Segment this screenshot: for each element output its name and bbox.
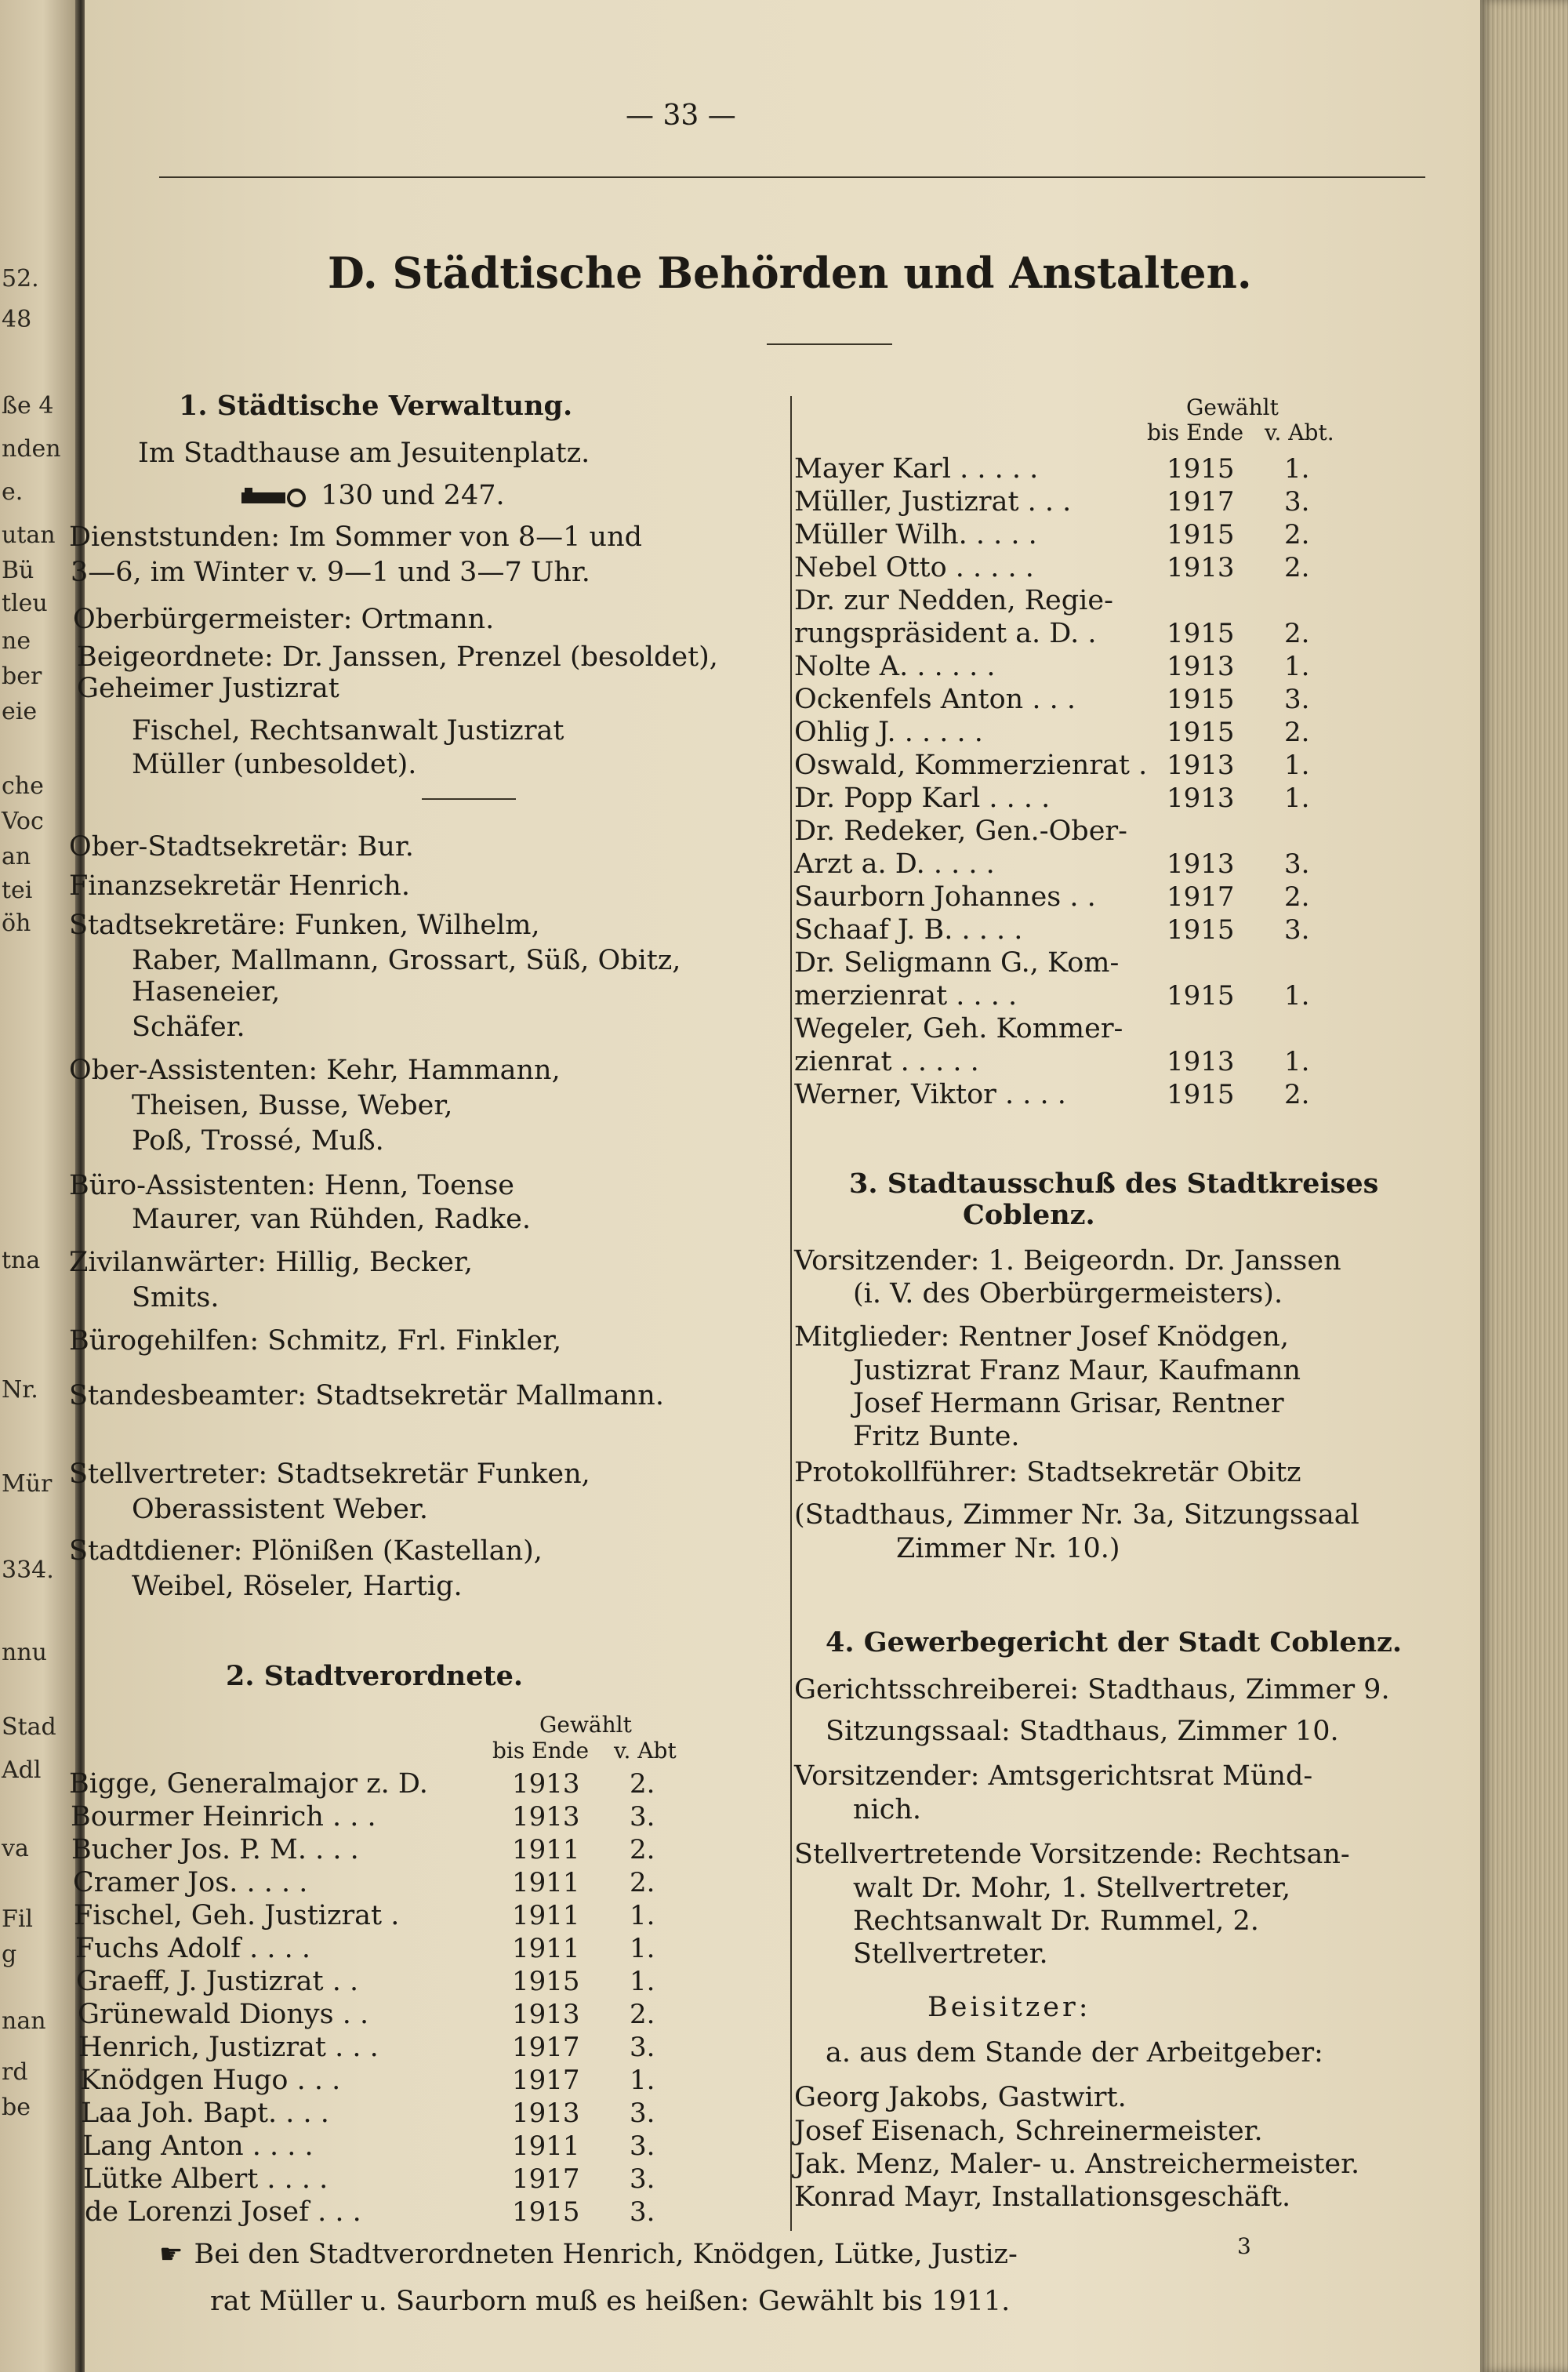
section-title: 4. Gewerbegericht der Stadt Coblenz. [826, 1626, 1403, 1658]
department-number: 1. [1284, 750, 1310, 781]
elected-until-year: 1917 [512, 2163, 580, 2195]
council-member-name: Nolte A. . . . . . [794, 651, 996, 682]
margin-fragment: eie [2, 698, 38, 725]
text-line: Schäfer. [132, 1012, 245, 1043]
text-line: Konrad Mayr, Installationsgeschäft. [794, 2181, 1291, 2213]
text-line: Fritz Bunte. [853, 1421, 1020, 1452]
department-number: 2. [1284, 552, 1310, 583]
elected-until-year: 1911 [512, 1834, 580, 1865]
elected-until-year: 1917 [1167, 881, 1235, 913]
margin-fragment: va [2, 1835, 29, 1862]
text-line: Justizrat Franz Maur, Kaufmann [853, 1355, 1301, 1386]
margin-fragment: Voc [2, 808, 44, 835]
council-member-name: Fischel, Geh. Justizrat . [74, 1900, 400, 1931]
footnote-line [210, 2286, 1010, 2317]
council-member-name: Ohlig J. . . . . . [794, 717, 983, 748]
department-number: 2. [1284, 618, 1310, 649]
elected-until-year: 1917 [512, 2065, 580, 2096]
department-number: 1. [630, 1900, 655, 1931]
text-line: Ober-Stadtsekretär: Bur. [69, 831, 414, 863]
margin-fragment: ber [2, 663, 42, 690]
elected-until-year: 1913 [1167, 1046, 1235, 1077]
text-line: Stellvertretende Vorsitzende: Rechtsan- [794, 1839, 1350, 1870]
text-line: Maurer, van Rühden, Radke. [132, 1204, 531, 1235]
department-number: 1. [1284, 980, 1310, 1012]
council-member-name: Bucher Jos. P. M. . . . [71, 1834, 359, 1865]
council-member-name: Mayer Karl . . . . . [794, 453, 1039, 485]
elected-until-year: 1915 [1167, 519, 1235, 550]
department-number: 2. [630, 1834, 655, 1865]
council-member-name: Wegeler, Geh. Kommer- [794, 1013, 1123, 1044]
text-line: Stellvertreter: Stadtsekretär Funken, [69, 1458, 590, 1490]
council-member-name: Dr. Popp Karl . . . . [794, 783, 1051, 814]
department-number: 3. [1284, 486, 1310, 518]
margin-fragment: 48 [2, 306, 32, 333]
council-member-name: rungspräsident a. D. . [794, 618, 1097, 649]
council-member-name: Lütke Albert . . . . [83, 2163, 328, 2195]
margin-fragment: nden [2, 435, 61, 463]
council-member-name: merzienrat . . . . [794, 980, 1018, 1012]
elected-until-year: 1915 [512, 2196, 580, 2228]
margin-fragment: öh [2, 910, 31, 937]
text-line: Im Stadthause am Jesuitenplatz. [138, 438, 590, 469]
margin-fragment: g [2, 1941, 17, 1968]
margin-fragment: e. [2, 478, 24, 506]
text-line: Raber, Mallmann, Grossart, Süß, Obitz, Haseneier, [132, 945, 681, 1008]
council-member-name: Müller Wilh. . . . . [794, 519, 1037, 550]
elected-until-year: 1913 [1167, 750, 1235, 781]
council-member-name: zienrat . . . . . [794, 1046, 979, 1077]
council-member-name: Ockenfels Anton . . . [794, 684, 1076, 715]
council-member-name: Lang Anton . . . . [82, 2130, 314, 2162]
page-title: D. Städtische Behörden und Anstalten. [328, 248, 1252, 298]
column-head: bis Ende [492, 1738, 590, 1764]
elected-until-year: 1917 [512, 2032, 580, 2063]
margin-fragment: Nr. [2, 1376, 38, 1404]
text-line: Ober-Assistenten: Kehr, Hammann, [69, 1055, 561, 1086]
council-member-name: Graeff, J. Justizrat . . [76, 1966, 359, 1997]
text-line [241, 480, 505, 511]
department-number: 3. [630, 2130, 655, 2162]
text-line: 3—6, im Winter v. 9—1 und 3—7 Uhr. [71, 557, 590, 588]
section-title: 3. Stadtausschuß des Stadtkreises [849, 1168, 1379, 1200]
section-title: Coblenz. [963, 1199, 1095, 1231]
council-member-name: Dr. Redeker, Gen.-Ober- [794, 815, 1127, 847]
footnote-text: rat Müller u. Saurborn muß es heißen: Gewählt bis 1911. [210, 2286, 1011, 2317]
department-number: 1. [1284, 651, 1310, 682]
council-member-name: Laa Joh. Bapt. . . . [81, 2098, 329, 2129]
council-member-name: Dr. Seligmann G., Kom- [794, 947, 1120, 979]
elected-until-year: 1911 [512, 2130, 580, 2162]
margin-fragment: an [2, 843, 31, 870]
elected-until-year: 1913 [1167, 651, 1235, 682]
text-line: Finanzsekretär Henrich. [69, 870, 410, 902]
text-line: Josef Eisenach, Schreinermeister. [794, 2116, 1263, 2147]
margin-fragment: tna [2, 1247, 41, 1274]
elected-until-year: 1911 [512, 1900, 580, 1931]
column-head: v. Abt [614, 1738, 677, 1764]
elected-until-year: 1917 [1167, 486, 1235, 518]
council-member-name: Schaaf J. B. . . . . [794, 914, 1023, 946]
telephone-icon [241, 483, 312, 511]
text-line: walt Dr. Mohr, 1. Stellvertreter, [853, 1873, 1291, 1904]
department-number: 2. [1284, 717, 1310, 748]
council-member-name: Nebel Otto . . . . . [794, 552, 1034, 583]
text-line: Beigeordnete: Dr. Janssen, Prenzel (besoldet), Geheimer Justizrat [77, 641, 718, 704]
elected-until-year: 1915 [1167, 684, 1235, 715]
section-title: 1. Städtische Verwaltung. [179, 390, 573, 422]
text-line: Oberbürgermeister: Ortmann. [73, 604, 495, 635]
margin-fragment: Bü [2, 557, 34, 584]
right-page [69, 0, 1480, 2372]
column-divider [790, 396, 792, 2231]
elected-until-year: 1915 [1167, 980, 1235, 1012]
text-line: Vorsitzender: 1. Beigeordn. Dr. Janssen [794, 1245, 1341, 1277]
elected-until-year: 1913 [1167, 783, 1235, 814]
elected-until-year: 1915 [512, 1966, 580, 1997]
text-line: Poß, Trossé, Muß. [132, 1125, 384, 1157]
elected-until-year: 1911 [512, 1867, 580, 1898]
text-line: Gerichtsschreiberei: Stadthaus, Zimmer 9. [794, 1674, 1390, 1705]
header-rule [159, 176, 1425, 178]
text-line: Josef Hermann Grisar, Rentner [853, 1388, 1284, 1419]
left-page-fragment [0, 0, 78, 2372]
margin-fragment: nnu [2, 1639, 47, 1666]
council-member-name: Oswald, Kommerzienrat . [794, 750, 1148, 781]
column-head: bis Ende [1147, 420, 1244, 445]
council-member-name: Werner, Viktor . . . . [794, 1079, 1066, 1110]
section-rule [422, 798, 516, 800]
council-member-name: de Lorenzi Josef . . . [85, 2196, 361, 2228]
council-member-name: Bourmer Heinrich . . . [71, 1801, 376, 1833]
elected-until-year: 1913 [1167, 848, 1235, 880]
text-line: Sitzungssaal: Stadthaus, Zimmer 10. [826, 1716, 1339, 1747]
margin-fragment: tleu [2, 590, 48, 617]
elected-until-year: 1913 [512, 1999, 580, 2030]
page-number: — 33 — [626, 100, 736, 132]
margin-fragment: ße 4 [2, 392, 54, 420]
text-line: Büro-Assistenten: Henn, Toense [69, 1170, 514, 1201]
elected-until-year: 1915 [1167, 717, 1235, 748]
department-number: 3. [630, 2032, 655, 2063]
elected-until-year: 1911 [512, 1933, 580, 1964]
text-line: Zivilanwärter: Hillig, Becker, [69, 1247, 473, 1278]
department-number: 3. [630, 2196, 655, 2228]
text-line: Smits. [132, 1282, 220, 1313]
signature-mark: 3 [1237, 2233, 1251, 2259]
text-line: Jak. Menz, Maler- u. Anstreichermeister. [794, 2149, 1360, 2180]
department-number: 1. [630, 1933, 655, 1964]
text-line: nich. [853, 1794, 922, 1825]
margin-fragment: Adl [2, 1756, 42, 1784]
margin-fragment: rd [2, 2058, 28, 2086]
text-line: Stadtdiener: Plönißen (Kastellan), [69, 1535, 543, 1567]
elected-until-year: 1915 [1167, 618, 1235, 649]
elected-until-year: 1913 [512, 1768, 580, 1800]
department-number: 3. [630, 2163, 655, 2195]
margin-fragment: 52. [2, 265, 39, 292]
margin-fragment: Stad [2, 1713, 56, 1741]
department-number: 3. [630, 2098, 655, 2129]
council-member-name: Cramer Jos. . . . . [73, 1867, 308, 1898]
text-line: Standesbeamter: Stadtsekretär Mallmann. [69, 1380, 664, 1411]
elected-until-year: 1913 [512, 2098, 580, 2129]
department-number: 1. [1284, 783, 1310, 814]
council-member-name: Bigge, Generalmajor z. D. [69, 1768, 428, 1800]
column-head: v. Abt. [1265, 420, 1334, 445]
margin-fragment: ne [2, 627, 31, 655]
text-line: Beisitzer: [927, 1992, 1091, 2023]
text-line: Zimmer Nr. 10.) [896, 1533, 1120, 1564]
margin-fragment: be [2, 2094, 31, 2121]
text-line: Müller (unbesoldet). [132, 749, 417, 780]
council-member-name: Saurborn Johannes . . [794, 881, 1096, 913]
text-line: Stadtsekretäre: Funken, Wilhelm, [69, 910, 540, 941]
department-number: 3. [1284, 684, 1310, 715]
margin-fragment: 334. [2, 1557, 54, 1584]
margin-fragment: nan [2, 2007, 46, 2035]
elected-until-year: 1913 [512, 1801, 580, 1833]
pointing-hand-icon: ☛ [159, 2239, 183, 2270]
text-line: (Stadthaus, Zimmer Nr. 3a, Sitzungssaal [794, 1499, 1359, 1531]
department-number: 2. [1284, 881, 1310, 913]
elected-until-year: 1915 [1167, 1079, 1235, 1110]
text-line: Theisen, Busse, Weber, [132, 1090, 453, 1121]
department-number: 1. [1284, 453, 1310, 485]
footnote-line [159, 2239, 1018, 2270]
column-head: Gewählt [1186, 394, 1279, 420]
text-line: Weibel, Röseler, Hartig. [132, 1571, 463, 1602]
council-member-name: Arzt a. D. . . . . [794, 848, 995, 880]
council-member-name: Müller, Justizrat . . . [794, 486, 1072, 518]
department-number: 3. [1284, 914, 1310, 946]
book-page-edge [1480, 0, 1568, 2372]
margin-fragment: utan [2, 521, 56, 549]
department-number: 2. [1284, 519, 1310, 550]
title-rule [767, 343, 892, 345]
text-line: Stellvertreter. [853, 1938, 1048, 1970]
text-line: Dienststunden: Im Sommer von 8—1 und [69, 521, 643, 553]
department-number: 2. [630, 1867, 655, 1898]
department-number: 2. [630, 1768, 655, 1800]
council-member-name: Knödgen Hugo . . . [80, 2065, 341, 2096]
text-line: Protokollführer: Stadtsekretär Obitz [794, 1457, 1301, 1488]
council-member-name: Dr. zur Nedden, Regie- [794, 585, 1113, 616]
text-line: a. aus dem Stande der Arbeitgeber: [826, 2037, 1323, 2069]
council-member-name: Fuchs Adolf . . . . [75, 1933, 310, 1964]
margin-fragment: tei [2, 877, 33, 904]
text-line: Vorsitzender: Amtsgerichtsrat Münd- [794, 1760, 1313, 1792]
department-number: 2. [1284, 1079, 1310, 1110]
elected-until-year: 1915 [1167, 914, 1235, 946]
text-line: Oberassistent Weber. [132, 1494, 428, 1525]
margin-fragment: Fil [2, 1905, 34, 1933]
margin-fragment: che [2, 772, 44, 800]
text-line: Bürogehilfen: Schmitz, Frl. Finkler, [69, 1325, 562, 1357]
department-number: 1. [630, 2065, 655, 2096]
elected-until-year: 1915 [1167, 453, 1235, 485]
elected-until-year: 1913 [1167, 552, 1235, 583]
telephone-numbers: 130 und 247. [321, 480, 505, 511]
text-line: Fischel, Rechtsanwalt Justizrat [132, 715, 564, 746]
text-line: Mitglieder: Rentner Josef Knödgen, [794, 1321, 1289, 1353]
text-line: Rechtsanwalt Dr. Rummel, 2. [853, 1905, 1259, 1937]
text-line: Georg Jakobs, Gastwirt. [794, 2082, 1127, 2113]
margin-fragment: Mür [2, 1470, 53, 1498]
department-number: 1. [630, 1966, 655, 1997]
department-number: 3. [630, 1801, 655, 1833]
column-head: Gewählt [539, 1712, 632, 1738]
section-title: 2. Stadtverordnete. [226, 1660, 524, 1692]
department-number: 3. [1284, 848, 1310, 880]
footnote-text: Bei den Stadtverordneten Henrich, Knödgen, Lütke, Justiz- [194, 2239, 1018, 2270]
department-number: 2. [630, 1999, 655, 2030]
council-member-name: Grünewald Dionys . . [78, 1999, 369, 2030]
text-line: (i. V. des Oberbürgermeisters). [853, 1278, 1283, 1310]
department-number: 1. [1284, 1046, 1310, 1077]
council-member-name: Henrich, Justizrat . . . [78, 2032, 379, 2063]
